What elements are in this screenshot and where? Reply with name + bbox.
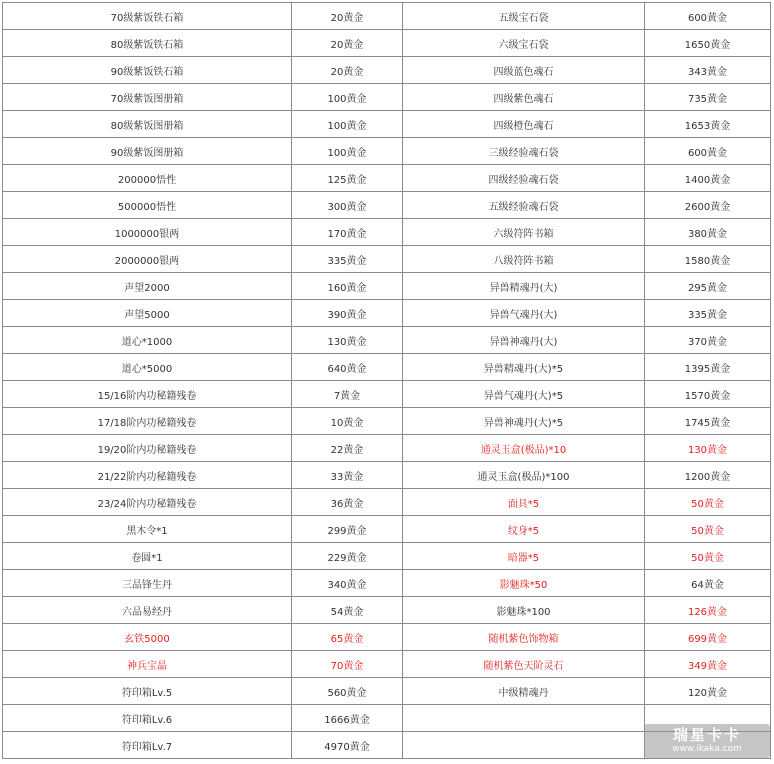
cell-item-name: 异兽气魂丹(大)*5 <box>403 381 645 408</box>
cell-item-price: 7黄金 <box>292 381 403 408</box>
table-row <box>3 246 771 273</box>
cell-item-name: 卷圆*1 <box>3 543 292 570</box>
cell-item-price: 64黄金 <box>645 570 771 597</box>
cell-item-price: 100黄金 <box>292 138 403 165</box>
cell-item-name: 21/22阶内功秘籍残卷 <box>3 462 292 489</box>
table-row <box>3 30 771 57</box>
table-row <box>3 57 771 84</box>
cell-item-price: 229黄金 <box>292 543 403 570</box>
cell-item-price: 65黄金 <box>292 624 403 651</box>
table-row <box>3 678 771 705</box>
cell-item-name: 1000000银两 <box>3 219 292 246</box>
cell-item-name: 90级紫饭图册箱 <box>3 138 292 165</box>
cell-item-price: 130黄金 <box>645 435 771 462</box>
cell-item-price: 4970黄金 <box>292 732 403 759</box>
table-row <box>3 462 771 489</box>
cell-item-name: 随机紫色饰物箱 <box>403 624 645 651</box>
cell-item-name: 六级宝石袋 <box>403 30 645 57</box>
cell-item-price: 20黄金 <box>292 57 403 84</box>
cell-item-name: 70级紫饭铁石箱 <box>3 3 292 30</box>
table-row <box>3 192 771 219</box>
cell-item-price: 33黄金 <box>292 462 403 489</box>
cell-item-name: 17/18阶内功秘籍残卷 <box>3 408 292 435</box>
cell-item-price: 10黄金 <box>292 408 403 435</box>
cell-item-name: 500000悟性 <box>3 192 292 219</box>
cell-item-price: 36黄金 <box>292 489 403 516</box>
cell-item-name: 声望5000 <box>3 300 292 327</box>
cell-item-price: 295黄金 <box>645 273 771 300</box>
cell-item-name: 通灵玉盒(极品)*100 <box>403 462 645 489</box>
cell-item-price: 1395黄金 <box>645 354 771 381</box>
cell-item-price: 1650黄金 <box>645 30 771 57</box>
table-row <box>3 327 771 354</box>
table-row <box>3 543 771 570</box>
cell-item-name: 四级橙色魂石 <box>403 111 645 138</box>
cell-item-price: 735黄金 <box>645 84 771 111</box>
cell-item-price: 160黄金 <box>292 273 403 300</box>
cell-item-name: 声望2000 <box>3 273 292 300</box>
table-row <box>3 138 771 165</box>
table-row <box>3 111 771 138</box>
cell-item-name: 影魅珠*100 <box>403 597 645 624</box>
cell-item-name: 四级经验魂石袋 <box>403 165 645 192</box>
table-row <box>3 381 771 408</box>
cell-item-price: 560黄金 <box>292 678 403 705</box>
cell-item-name: 神兵宝晶 <box>3 651 292 678</box>
cell-item-name: 五级宝石袋 <box>403 3 645 30</box>
table-row <box>3 489 771 516</box>
table-row <box>3 273 771 300</box>
cell-item-name: 四级紫色魂石 <box>403 84 645 111</box>
cell-item-name: 80级紫饭铁石箱 <box>3 30 292 57</box>
cell-item-name: 异兽神魂丹(大) <box>403 327 645 354</box>
cell-item-name: 70级紫饭图册箱 <box>3 84 292 111</box>
table-row <box>3 354 771 381</box>
cell-item-price: 50黄金 <box>645 489 771 516</box>
table-row <box>3 165 771 192</box>
cell-item-price: 1580黄金 <box>645 246 771 273</box>
cell-item-name: 异兽精魂丹(大)*5 <box>403 354 645 381</box>
table-row <box>3 408 771 435</box>
cell-item-price: 22黄金 <box>292 435 403 462</box>
cell-item-price: 20黄金 <box>292 30 403 57</box>
cell-item-price: 600黄金 <box>645 138 771 165</box>
cell-item-price: 390黄金 <box>292 300 403 327</box>
cell-item-price: 50黄金 <box>645 516 771 543</box>
cell-item-price: 335黄金 <box>292 246 403 273</box>
cell-item-name: 暗器*5 <box>403 543 645 570</box>
cell-item-price: 1200黄金 <box>645 462 771 489</box>
cell-item-price: 1570黄金 <box>645 381 771 408</box>
cell-item-price: 640黄金 <box>292 354 403 381</box>
cell-item-name: 道心*1000 <box>3 327 292 354</box>
cell-item-name: 六级符阵书箱 <box>403 219 645 246</box>
cell-item-name: 异兽神魂丹(大)*5 <box>403 408 645 435</box>
cell-item-price: 20黄金 <box>292 3 403 30</box>
price-table <box>2 2 771 759</box>
cell-item-name: 符印箱Lv.5 <box>3 678 292 705</box>
cell-item-name: 纹身*5 <box>403 516 645 543</box>
cell-item-price: 126黄金 <box>645 597 771 624</box>
table-row <box>3 516 771 543</box>
cell-item-name: 90级紫饭铁石箱 <box>3 57 292 84</box>
table-row <box>3 300 771 327</box>
cell-item-name: 玄铁5000 <box>3 624 292 651</box>
table-row <box>3 219 771 246</box>
table-row <box>3 624 771 651</box>
cell-item-name <box>403 705 645 732</box>
cell-item-name: 道心*5000 <box>3 354 292 381</box>
cell-item-name: 面具*5 <box>403 489 645 516</box>
cell-item-price: 335黄金 <box>645 300 771 327</box>
table-row <box>3 435 771 462</box>
cell-item-name: 符印箱Lv.7 <box>3 732 292 759</box>
cell-item-name: 符印箱Lv.6 <box>3 705 292 732</box>
cell-item-name: 影魅珠*50 <box>403 570 645 597</box>
cell-item-price: 130黄金 <box>292 327 403 354</box>
cell-item-name: 通灵玉盒(极品)*10 <box>403 435 645 462</box>
cell-item-price: 299黄金 <box>292 516 403 543</box>
cell-item-price: 120黄金 <box>645 678 771 705</box>
cell-item-name: 异兽气魂丹(大) <box>403 300 645 327</box>
cell-item-price: 125黄金 <box>292 165 403 192</box>
cell-item-price: 2600黄金 <box>645 192 771 219</box>
cell-item-price: 1666黄金 <box>292 705 403 732</box>
cell-item-name: 中级精魂丹 <box>403 678 645 705</box>
cell-item-price: 1653黄金 <box>645 111 771 138</box>
cell-item-price: 349黄金 <box>645 651 771 678</box>
cell-item-price: 380黄金 <box>645 219 771 246</box>
cell-item-name: 2000000银两 <box>3 246 292 273</box>
cell-item-name: 三品锋生丹 <box>3 570 292 597</box>
table-row <box>3 570 771 597</box>
table-row <box>3 651 771 678</box>
cell-item-price: 300黄金 <box>292 192 403 219</box>
cell-item-price: 70黄金 <box>292 651 403 678</box>
table-row <box>3 597 771 624</box>
cell-item-name: 六品易经丹 <box>3 597 292 624</box>
cell-item-name <box>403 732 645 759</box>
cell-item-price: 100黄金 <box>292 84 403 111</box>
cell-item-name: 八级符阵书箱 <box>403 246 645 273</box>
cell-item-name: 五级经验魂石袋 <box>403 192 645 219</box>
cell-item-name: 异兽精魂丹(大) <box>403 273 645 300</box>
cell-item-price: 340黄金 <box>292 570 403 597</box>
cell-item-price: 370黄金 <box>645 327 771 354</box>
watermark-url: www.ikaka.com <box>672 744 742 754</box>
cell-item-price: 50黄金 <box>645 543 771 570</box>
cell-item-price: 100黄金 <box>292 111 403 138</box>
cell-item-price: 1400黄金 <box>645 165 771 192</box>
cell-item-name: 三级经验魂石袋 <box>403 138 645 165</box>
cell-item-name: 23/24阶内功秘籍残卷 <box>3 489 292 516</box>
table-row <box>3 84 771 111</box>
cell-item-price: 1745黄金 <box>645 408 771 435</box>
cell-item-name: 80级紫饭图册箱 <box>3 111 292 138</box>
cell-item-price: 699黄金 <box>645 624 771 651</box>
cell-item-price: 600黄金 <box>645 3 771 30</box>
cell-item-name: 黑木令*1 <box>3 516 292 543</box>
cell-item-name: 四级蓝色魂石 <box>403 57 645 84</box>
cell-item-name: 19/20阶内功秘籍残卷 <box>3 435 292 462</box>
cell-item-name: 随机紫色天阶灵石 <box>403 651 645 678</box>
cell-item-price: 170黄金 <box>292 219 403 246</box>
table-row <box>3 3 771 30</box>
cell-item-price: 54黄金 <box>292 597 403 624</box>
cell-item-name: 15/16阶内功秘籍残卷 <box>3 381 292 408</box>
watermark <box>644 724 770 758</box>
price-table-body <box>3 3 771 759</box>
cell-item-name: 200000悟性 <box>3 165 292 192</box>
cell-item-price: 343黄金 <box>645 57 771 84</box>
watermark-logo: 瑞星卡卡 <box>672 726 741 744</box>
